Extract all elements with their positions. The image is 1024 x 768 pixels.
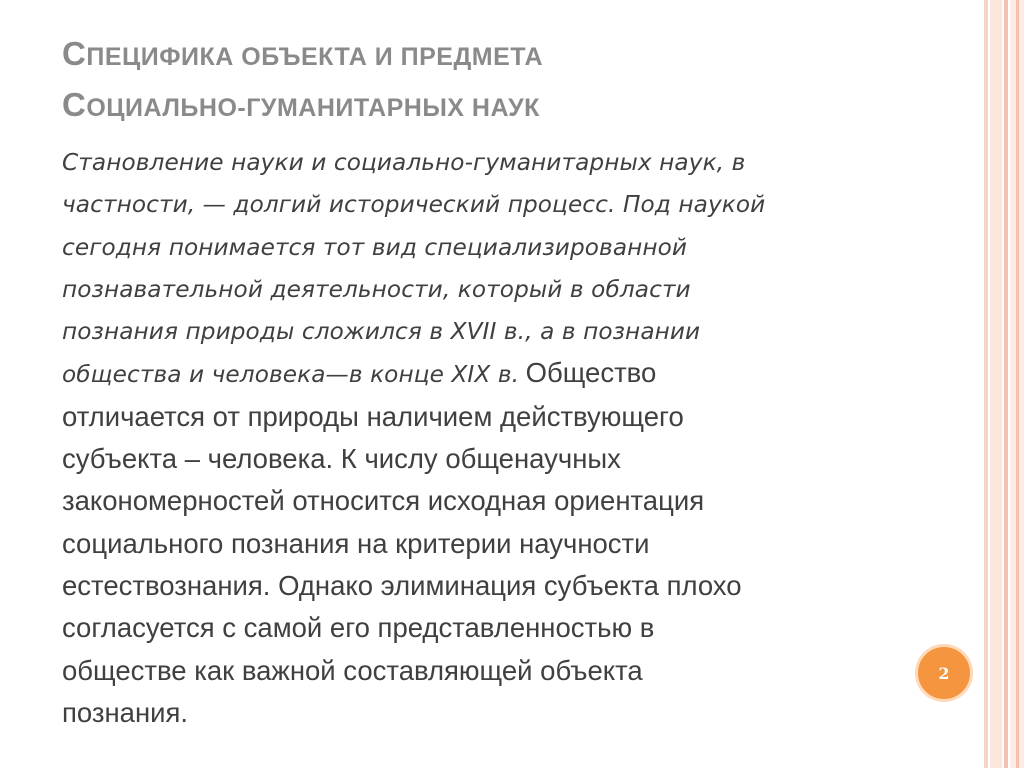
title-line: СОЦИАЛЬНО-ГУМАНИТАРНЫХ НАУК xyxy=(62,86,540,123)
main-line: познания. xyxy=(62,696,189,728)
intro-line: частности, — долгий исторический процесс. Под наукой xyxy=(62,191,766,219)
edge-stripe xyxy=(1016,0,1019,768)
main-line: субъекта – человека. К числу общенаучных xyxy=(62,443,621,475)
title-line: СПЕЦИФИКА ОБЪЕКТА И ПРЕДМЕТА xyxy=(62,35,544,72)
intro-line: познавательной деятельности, который в области xyxy=(62,275,691,303)
main-line: отличается от природы наличием действующего xyxy=(62,400,684,432)
intro-line: Становление науки и социально-гуманитарных наук, в xyxy=(62,149,746,176)
main-line: согласуется с самой его представленностью в xyxy=(62,612,655,644)
slide-title xyxy=(62,30,962,132)
edge-stripe xyxy=(984,0,988,768)
page-number-badge: 2 xyxy=(915,644,973,702)
main-line: закономерностей относится исходная ориентация xyxy=(62,485,705,517)
intro-line: познания природы сложился в XVII в., а в познании xyxy=(62,318,701,346)
intro-line: сегодня понимается тот вид специализированной xyxy=(62,233,688,261)
main-text: Общество xyxy=(525,357,657,389)
main-line: естествознания. Однако элиминация субъекта плохо xyxy=(62,569,742,601)
main-line: обществе как важной составляющей объекта xyxy=(62,654,643,686)
intro-line: общества и человека—в конце XIX в. xyxy=(62,361,520,389)
main-line: социального познания на критерии научности xyxy=(62,527,650,559)
edge-stripe xyxy=(1004,0,1008,768)
slide-body xyxy=(62,141,932,734)
edge-stripe xyxy=(990,0,1002,768)
